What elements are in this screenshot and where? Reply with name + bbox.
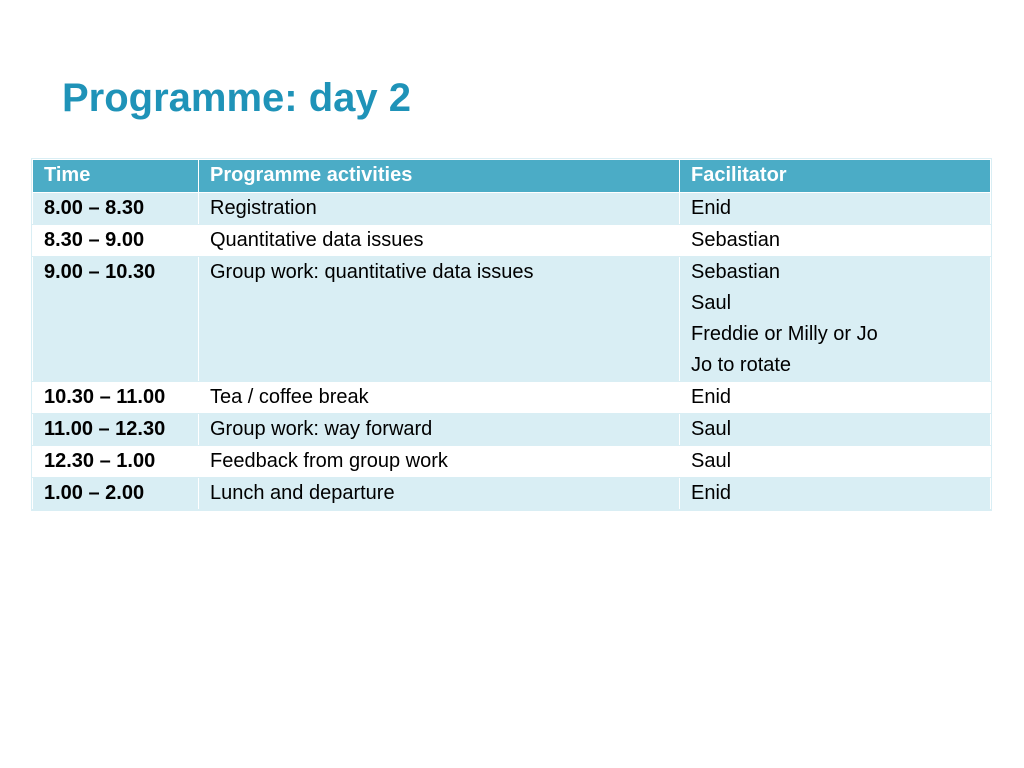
facilitator-name: Enid xyxy=(691,197,732,219)
time-cell: 8.30 – 9.00 xyxy=(33,225,199,257)
slide-title: Programme: day 2 xyxy=(62,76,412,120)
facilitator-name: Saul xyxy=(691,418,732,440)
activity-cell: Tea / coffee break xyxy=(199,382,680,414)
facilitator-cell xyxy=(680,382,991,414)
table-header-row xyxy=(33,160,991,193)
time-cell: 1.00 – 2.00 xyxy=(33,478,199,510)
activity-cell: Group work: way forward xyxy=(199,414,680,446)
activity-cell: Lunch and departure xyxy=(199,478,680,510)
activity-cell: Quantitative data issues xyxy=(199,225,680,257)
table-body xyxy=(33,193,991,510)
table-row xyxy=(33,446,991,478)
facilitator-name: Sebastian xyxy=(691,229,780,251)
facilitator-cell xyxy=(680,257,991,382)
facilitator-cell xyxy=(680,225,991,257)
header-activities: Programme activities xyxy=(199,160,680,193)
facilitator-cell xyxy=(680,478,991,510)
facilitator-name: Enid xyxy=(691,482,732,504)
facilitator-name: Saul xyxy=(691,292,732,314)
time-cell: 12.30 – 1.00 xyxy=(33,446,199,478)
facilitator-name: Saul xyxy=(691,450,732,472)
table-row xyxy=(33,414,991,446)
header-time: Time xyxy=(33,160,199,193)
programme-table xyxy=(32,159,991,510)
table-row xyxy=(33,257,991,382)
time-cell: 8.00 – 8.30 xyxy=(33,193,199,225)
table-row xyxy=(33,382,991,414)
facilitator-name: Enid xyxy=(691,386,732,408)
activity-cell: Group work: quantitative data issues xyxy=(199,257,680,382)
facilitator-name: Sebastian xyxy=(691,261,780,283)
table-row xyxy=(33,225,991,257)
facilitator-name: Jo to rotate xyxy=(691,354,792,376)
activity-cell: Registration xyxy=(199,193,680,225)
activity-cell: Feedback from group work xyxy=(199,446,680,478)
facilitator-cell xyxy=(680,414,991,446)
time-cell: 11.00 – 12.30 xyxy=(33,414,199,446)
header-facilitator: Facilitator xyxy=(680,160,991,193)
table-row xyxy=(33,478,991,510)
time-cell: 9.00 – 10.30 xyxy=(33,257,199,382)
facilitator-cell xyxy=(680,446,991,478)
table-row xyxy=(33,193,991,225)
facilitator-cell xyxy=(680,193,991,225)
facilitator-name: Freddie or Milly or Jo xyxy=(691,323,878,345)
time-cell: 10.30 – 11.00 xyxy=(33,382,199,414)
